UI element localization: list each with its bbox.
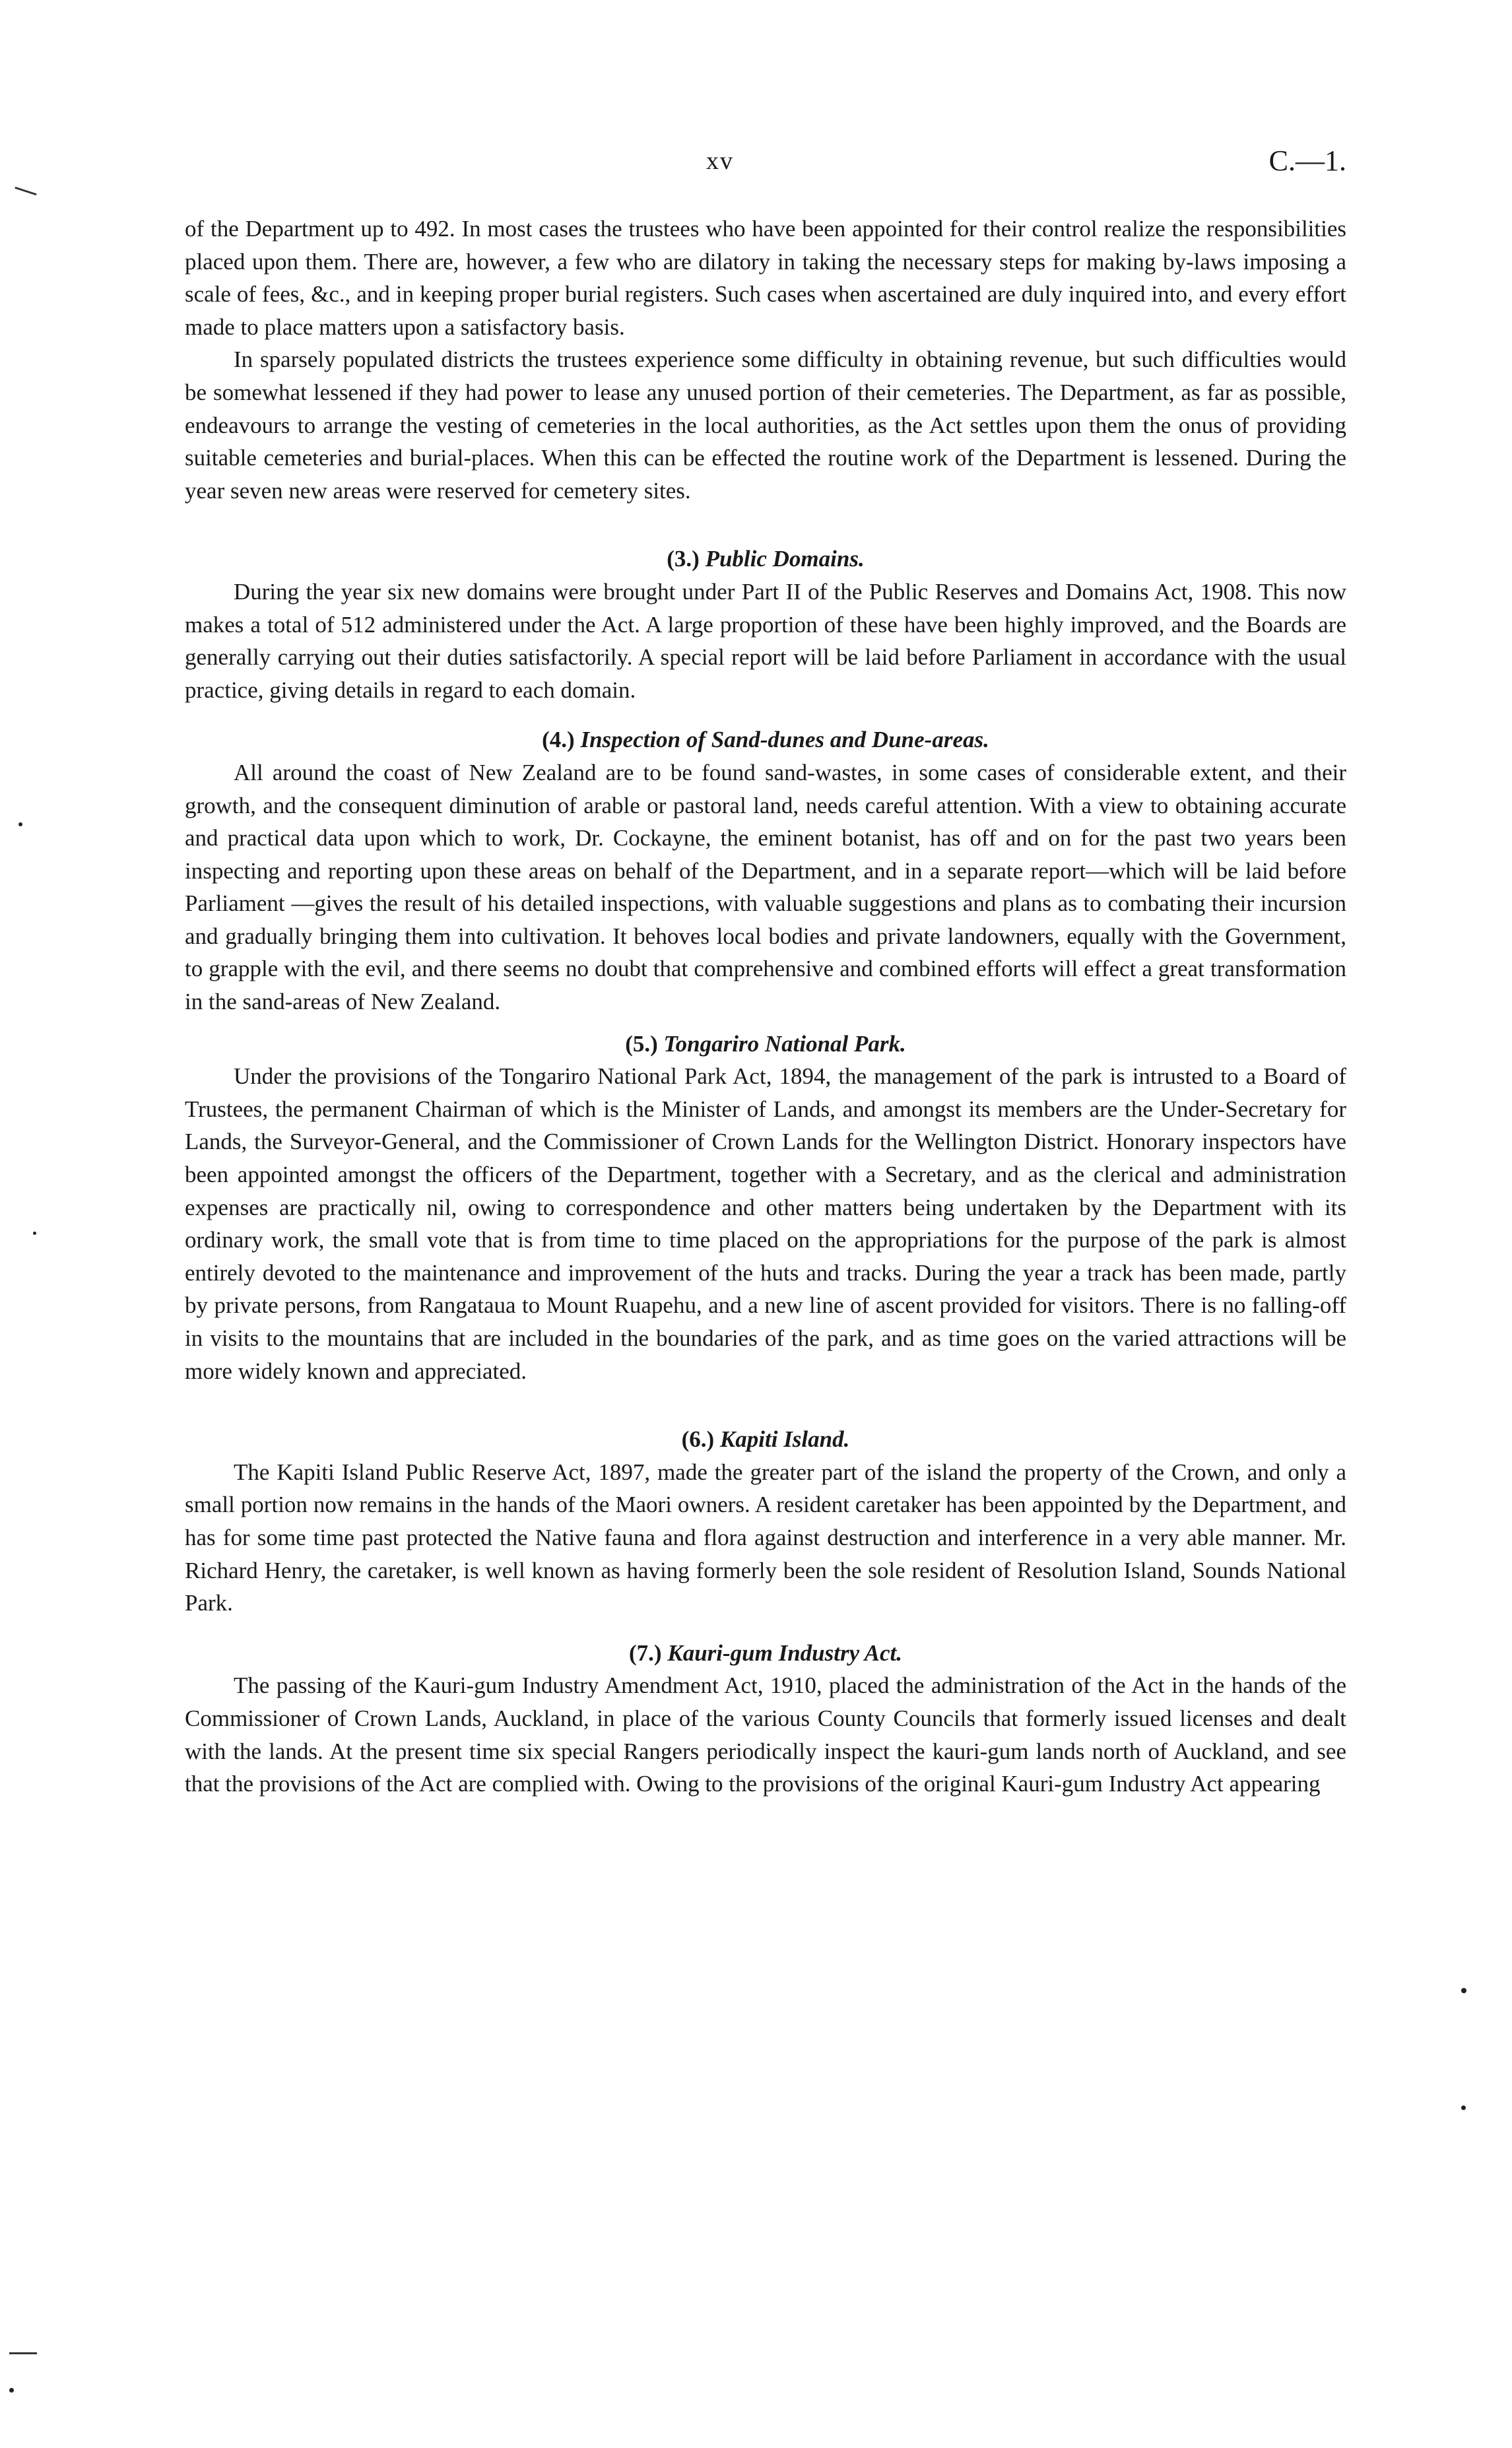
scan-speck <box>18 822 22 826</box>
scan-speck <box>33 1232 36 1235</box>
scan-mark <box>15 187 36 195</box>
section-heading-kapiti <box>185 1423 1346 1456</box>
paragraph: In sparsely populated districts the trustees experience some difficulty in obtaining revenue, but such difficulties would be somewhat lessened if they had power to lease any unused portion of their cemeteries. The Department, as far as possible, endeavours to arrange the vesting of cemeteries in the local authorities, as the Act settles upon them the onus of providing suitable cemeteries and burial-places. When this can be effected the routine work of the Department is lessened. During the year seven new areas were reserved for cemetery sites. <box>185 347 1346 504</box>
paragraph: Under the provisions of the Tongariro National Park Act, 1894, the management of the park is intrusted to a Board of Trustees, the permanent Chairman of which is the Minister of Lands, and amongst its members are the Under-Secretary for Lands, the Surveyor-General, and the Commissioner of Crown Lands for the Wellington District. Honorary inspectors have been appointed amongst the officers of the Department, together with a Secretary, and as the clerical and administration expenses are practically nil, owing to correspondence and other matters being undertaken by the Department with its ordinary work, the small vote that is from time to time placed on the appropriations for the purpose of the park is almost entirely devoted to the maintenance and improvement of the huts and tracks. During the year a track has been made, partly by private persons, from Rangataua to Mount Ruapehu, and a new line of ascent provided for visitors. There is no falling-off in visits to the mountains that are included in the boundaries of the park, and as time goes on the varied attractions will be more widely known and appreciated. <box>185 1063 1346 1384</box>
paragraph: During the year six new domains were brought under Part II of the Public Reserves and Domains Act, 1908. This now makes a total of 512 administered under the Act. A large proportion of these have been highly improved, and the Boards are generally carrying out their duties satisfactorily. A special report will be laid before Parliament in accordance with the usual practice, giving details in regard to each domain. <box>185 578 1346 703</box>
page-header <box>185 147 1346 186</box>
section-number: (5.) <box>625 1030 658 1057</box>
section-title: Public Domains. <box>705 546 865 572</box>
section-heading-sand-dunes <box>185 723 1346 756</box>
section-number: (4.) <box>542 727 575 753</box>
paragraph: The Kapiti Island Public Reserve Act, 1897, made the greater part of the island the property of the Crown, and only a small portion now remains in the hands of the Maori owners. A resident caretaker has been appointed by the Department, and has for some time past protected the Native fauna and flora against destruction and interference in a very able manner. Mr. Richard Henry, the caretaker, is well known as having formerly been the sole resident of Resolution Island, Sounds National Park. <box>185 1459 1346 1616</box>
scan-speck <box>9 2388 14 2393</box>
section-title: Kauri-gum Industry Act. <box>667 1639 902 1666</box>
section-title: Kapiti Island. <box>719 1426 850 1453</box>
paragraph: The passing of the Kauri-gum Industry Amendment Act, 1910, placed the administration of the Act in the hands of the Commissioner of Crown Lands, Auckland, in place of the various County Councils that formerly issued licenses and dealt with the lands. At the present time six special Rangers periodically inspect the kauri-gum lands north of Auckland, and see that the provisions of the Act are complied with. Owing to the provisions of the original Kauri-gum Industry Act appearing <box>185 1672 1346 1797</box>
scan-mark <box>9 2352 37 2354</box>
section-number: (3.) <box>667 546 700 572</box>
paragraph: of the Department up to 492. In most cases the trustees who have been appointed for their control realize the responsibilities placed upon them. There are, however, a few who are dilatory in taking the necessary steps for making by-laws imposing a scale of fees, &c., and in keeping proper burial registers. Such cases when ascertained are duly inquired into, and every effort made to place matters upon a satisfactory basis. <box>185 216 1346 340</box>
section-heading-kauri-gum <box>185 1637 1346 1670</box>
page-number: xv <box>706 147 734 175</box>
section-number: (7.) <box>629 1639 662 1666</box>
section-title: Tongariro National Park. <box>663 1030 906 1057</box>
section-title: Inspection of Sand-dunes and Dune-areas. <box>580 727 989 753</box>
scan-speck <box>1461 2105 1466 2110</box>
section-number: (6.) <box>681 1426 715 1453</box>
body-text <box>185 213 1346 1801</box>
scan-speck <box>1461 1988 1466 1993</box>
paragraph: All around the coast of New Zealand are to be found sand-wastes, in some cases of considerable extent, and their growth, and the consequent diminution of arable or pastoral land, needs careful attention. With a view to obtaining accurate and practical data upon which to work, Dr. Cockayne, the eminent botanist, has off and on for the past two years been inspecting and reporting upon these areas on behalf of the Department, and in a separate report—which will be laid before Parliament —gives the result of his detailed inspections, with valuable suggestions and plans as to combating their incursion and gradually bringing them into cultivation. It behoves local bodies and private landowners, equally with the Government, to grapple with the evil, and there seems no doubt that comprehensive and combined efforts will effect a great transformation in the sand-areas of New Zealand. <box>185 759 1346 1015</box>
document-reference: C.—1. <box>1268 145 1346 177</box>
section-heading-tongariro <box>185 1028 1346 1061</box>
section-heading-public-domains <box>185 543 1346 576</box>
